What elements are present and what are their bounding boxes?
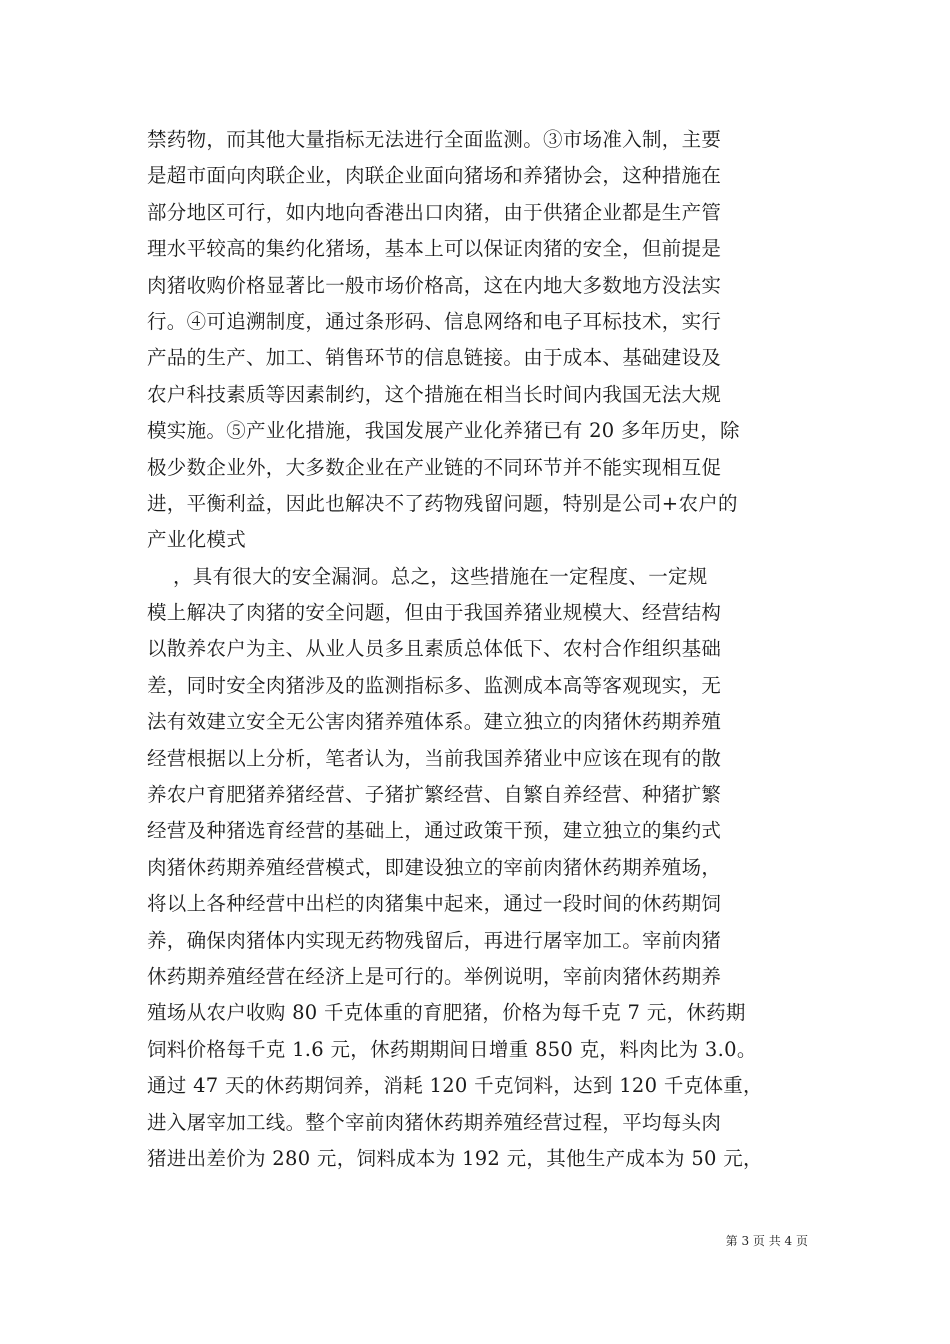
text-line: 猪进出差价为 280 元，饲料成本为 192 元，其他生产成本为 50 元， [147,1146,763,1170]
text-line: 理水平较高的集约化猪场，基本上可以保证肉猪的安全，但前提是 [147,237,722,261]
text-line: 进，平衡利益，因此也解决不了药物残留问题，特别是公司+农户的 [147,491,738,515]
page-number: 第 3 页 共 4 页 [725,1234,808,1248]
text-line: 禁药物，而其他大量指标无法进行全面监测。③市场准入制，主要 [147,128,722,151]
text-line: 以散养农户为主、从业人员多且素质总体低下、农村合作组织基础 [147,637,722,661]
text-line: 经营及种猪选育经营的基础上，通过政策干预，建立独立的集约式 [147,819,722,843]
text-line: 是超市面向肉联企业，肉联企业面向猪场和养猪协会，这种措施在 [147,164,722,188]
text-line: 养农户育肥猪养猪经营、子猪扩繁经营、自繁自养经营、种猪扩繁 [147,783,722,807]
text-line: 部分地区可行，如内地向香港出口肉猪，由于供猪企业都是生产管 [147,200,722,224]
text-line: 养，确保肉猪体内实现无药物残留后，再进行屠宰加工。宰前肉猪 [147,928,722,952]
text-line: 产品的生产、加工、销售环节的信息链接。由于成本、基础建设及 [147,346,722,370]
text-line: 产业化模式 [147,528,247,552]
text-line: 休药期养殖经营在经济上是可行的。举例说明，宰前肉猪休药期养 [147,964,722,988]
text-line: 极少数企业外，大多数企业在产业链的不同环节并不能实现相互促 [147,455,722,479]
text-line: 肉猪收购价格显著比一般市场价格高，这在内地大多数地方没法实 [147,273,722,297]
text-line: 进入屠宰加工线。整个宰前肉猪休药期养殖经营过程，平均每头肉 [147,1110,722,1134]
text-line: 法有效建立安全无公害肉猪养殖体系。建立独立的肉猪休药期养殖 [147,710,722,734]
text-line: 将以上各种经营中出栏的肉猪集中起来，通过一段时间的休药期饲 [147,892,722,916]
text-line: 肉猪休药期养殖经营模式，即建设独立的宰前肉猪休药期养殖场， [147,855,722,879]
text-line: 模上解决了肉猪的安全问题，但由于我国养猪业规模大、经营结构 [147,601,722,625]
text-line: 模实施。⑤产业化措施，我国发展产业化养猪已有 20 多年历史，除 [147,419,740,443]
text-line-indented: ，具有很大的安全漏洞。总之，这些措施在一定程度、一定规 [173,564,708,588]
text-line: 行。④可追溯制度，通过条形码、信息网络和电子耳标技术，实行 [147,309,722,333]
text-line: 经营根据以上分析，笔者认为，当前我国养猪业中应该在现有的散 [147,746,722,770]
body-text [147,122,811,1177]
text-line: 差，同时安全肉猪涉及的监测指标多、监测成本高等客观现实，无 [147,673,722,697]
text-line: 农户科技素质等因素制约，这个措施在相当长时间内我国无法大规 [147,382,722,406]
text-line: 殖场从农户收购 80 千克体重的育肥猪，价格为每千克 7 元，休药期 [147,1001,746,1025]
text-line: 通过 47 天的休药期饲养，消耗 120 千克饲料，达到 120 千克体重， [147,1074,763,1098]
text-line: 饲料价格每千克 1.6 元，休药期期间日增重 850 克，料肉比为 3.0。 [147,1037,757,1061]
